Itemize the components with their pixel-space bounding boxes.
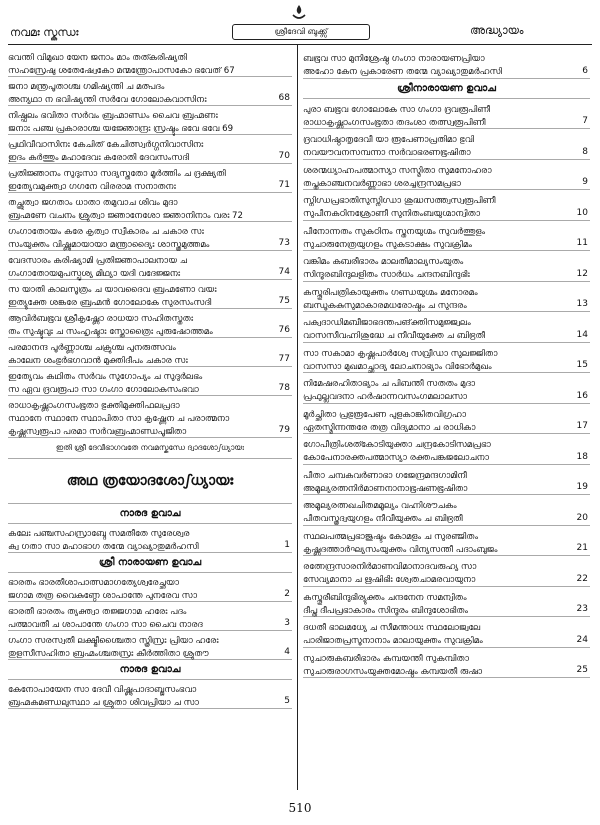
- verse-line: നിഷ്ഫലം ഭവിതാ സർവം ബ്രഹ്മാണ്ഡം ചൈവ ബ്രഹ്മണഃ: [8, 111, 218, 121]
- verse-number: 71: [278, 180, 290, 190]
- verse-line: കോപേനാരക്തപത്മാസ്യാ രക്തപങ്കജലോചനാ: [303, 453, 489, 463]
- verse: [303, 434, 590, 465]
- verse-number: 6: [582, 65, 588, 76]
- verse-line: പുരാ ബഭൂവ ഗോലോകേ സാ ഗംഗാ ദ്രവരൂപിണീ: [303, 104, 491, 115]
- speaker-heading: ശ്രീ നാരായണ ഉവാച: [8, 553, 292, 573]
- verse-line: ബ്രഹ്മണേ വചനം ശ്രുത്വാ ജ്ഞാനേശോ ജ്ഞാനിനാം വരഃ 72: [8, 211, 243, 221]
- verse-number: 73: [278, 238, 290, 248]
- verse: [8, 135, 292, 164]
- verse: [303, 495, 590, 526]
- verse-line: സ്നിഗ്ധപ്രഭാതിസുസ്നിഗ്ധാ ശുദ്ധസത്ത്വസ്വരൂപിണീ: [303, 196, 496, 206]
- verse: [8, 602, 292, 631]
- verse-line: ഭവന്തി വിമുഖാ യേന ജനാം മാം തത്കരിഷ്യതി: [8, 53, 187, 63]
- verse-line: കൃഷ്ണദത്താർഘ്യസംയുക്തം വിന്യസന്തീ പദാംബുജം: [303, 544, 498, 555]
- verse-line: തുളസീസഹിതാ ബ്രഹ്മംശ്ചതസ്രഃ കീർത്തിതാ ശ്രുതൗ: [8, 649, 209, 659]
- verse-line: അന്യഥാ ന ഭവിഷ്യന്തി സർവേ ഗോലോകവാസിനഃ: [8, 95, 207, 105]
- verse: [8, 222, 292, 251]
- verse-number: 20: [576, 512, 588, 523]
- verse-line: പീതവസ്ത്രദ്വയുഗളം നീവീയുക്തം ച ബിഭ്രതീ: [303, 514, 463, 524]
- verse-number: 18: [576, 451, 588, 462]
- verse-line: പാരിജാതപ്രസൂനാനാം മാലായുക്തം സുവക്രിമം: [303, 636, 483, 646]
- verse-number: 74: [278, 267, 290, 277]
- verse-number: 70: [278, 151, 290, 161]
- verse: [303, 48, 590, 79]
- verse-line: സ്ഥാനേ സ്ഥാനേ സ്ഥാപിതാ സാ കൃഷ്ണേന ച പരാത്മനാ: [8, 414, 230, 424]
- right-column: [303, 48, 590, 678]
- verse-number: 12: [576, 268, 588, 279]
- chapter-colophon: ഇതി ശ്രീ ദേവീഭാഗവതേ നവമസ്കന്ധേ ദ്വാദശോഽധ്യായഃ: [8, 438, 292, 459]
- verse: [8, 573, 292, 602]
- verse-line: സുചാരുരാഗസംയുക്തമോഷ്ഠം കമ്പയതീ രുഷാ: [303, 666, 483, 677]
- verse-line: ജനാഃ പഞ്ച പ്രകാരാശ്ച യജ്ഞോന്ദ്രഃ സ്രഷ്ടും ഭവേ ഭവേ 69: [8, 124, 234, 134]
- verse-line: അഹോ കേന പ്രകാരേണ തന്മേ വ്യാഖ്യാതുമർഹസി: [303, 67, 502, 77]
- left-column: [8, 48, 292, 709]
- verse: [8, 280, 292, 309]
- verse-line: ഗോപീത്രിംശത്കോടിയുക്താ ചന്ദ്രകോടിസമപ്രഭാ: [303, 440, 491, 450]
- verse-line: സുപീനകഠിനശ്രോണീ സുനിതംബയുഗ്മാന്വിതാ: [303, 209, 481, 219]
- verse-line: ഗംഗാതോയമുപസ്പൃശ്യ മിഥ്യാ യദി വദേജ്ജനഃ: [8, 269, 181, 279]
- speaker-heading: നാരദ ഉവാച: [8, 660, 292, 680]
- verse-number: 13: [576, 299, 588, 309]
- verse-line: ദീപ്ത ദീപപ്രഭാകാരം സിന്ദൂരം ബിന്ദുശോഭിതം: [303, 605, 468, 616]
- verse-number: 19: [576, 482, 588, 492]
- verse: [8, 631, 292, 660]
- verse-line: പത്മാവതീ ച ശാപാന്തേ ഗംഗാ സാ ചൈവ നാരദ: [8, 620, 203, 630]
- verse-line: നവയൗവനസമ്പന്നാ സർവാഭരണഭൂഷിതാ: [303, 148, 471, 158]
- verse: [8, 396, 292, 438]
- verse-line: ഗംഗാതോയം കരേ കൃത്വാ സ്വീകാരം ച ചകാര സഃ: [8, 227, 204, 237]
- verse-number: 22: [576, 573, 588, 584]
- verse-number: 7: [582, 116, 588, 126]
- verse: [303, 526, 590, 557]
- verse-line: രാധാകൃഷ്ണാംഗസംഭൂതാ ഭുക്തിമുക്തിഫലപ്രദാ: [8, 401, 180, 411]
- verse-line: സ യാതി കാലസൂത്രം ച യാവദൈവ ബ്രഹ്മണോ വയഃ: [8, 285, 217, 295]
- verse-line: ഭാരതീ ഭാരതം ത്യക്ത്വാ തജ്ജഗാമ ഹരേഃ പദം: [8, 607, 187, 617]
- verse: [303, 648, 590, 679]
- verse-number: 24: [576, 634, 588, 645]
- verse-line: ബഭൂവ സാ മുനിശ്രേഷ്ഠ ഗംഗാ നാരായണപ്രിയാ: [303, 54, 485, 64]
- verse: [303, 617, 590, 648]
- verse-line: ജനാ മന്ത്രപൂതാശ്ച ഗമിഷ്യന്തി ച മത്പദം: [8, 82, 165, 92]
- verse-number: 68: [278, 93, 290, 103]
- verse-line: പ്രഫുല്ലവദനാ ഹർഷാന്നവസംഗമലാലസാ: [303, 392, 468, 402]
- verse-line: അമൂല്യരത്നനിർമാണനാനാഭൂഷണഭൂഷിതാ: [303, 483, 468, 494]
- verse-number: 76: [278, 325, 290, 335]
- verse-line: ഇത്യുക്തേ ശങ്കരേ ബ്രഹ്മൻ ഗോലോകേ സുരസംസദി: [8, 298, 212, 308]
- verse-number: 78: [278, 383, 290, 393]
- verse-line: തച്ഛ്രുത്വാ ജഗതാം ധാതാ തമുവാച ശിവം മുദാ: [8, 198, 178, 208]
- verse-line: ക്വ ഗതാ സാ മഹാഭാഗ തന്മേ വ്യാഖ്യാതുമർഹസി: [8, 542, 199, 552]
- verse-line: ആവിർബഭൂവ ശ്രീകൃഷ്ണോ രാധയാ സഹിതസ്തതഃ: [8, 314, 194, 324]
- verse: [8, 193, 292, 222]
- verse-line: വാസസീവഹ്നിശുദ്ധേ ച നീവീയുക്തേ ച ബിഭ്രതീ: [303, 331, 486, 341]
- verse-line: ബ്രഹ്മകമണ്ഡലുസ്ഥാ ച ശ്രുതാ ശിവപ്രിയാ ച സാ: [8, 698, 199, 708]
- verse-line: സംയുക്തം വിഷ്ണുമായായാ മന്ത്രാദ്യൈഃ ശാസ്ത്രമുത്തമം: [8, 240, 210, 250]
- verse-line: സേവ്യമാനാ ച ഋഷിഭിഃ ശ്വേതചാമരവായുനാ: [303, 575, 476, 585]
- lamp-logo-icon: [291, 4, 307, 22]
- verse-number: 9: [582, 177, 588, 187]
- page-number: 510: [288, 801, 312, 815]
- verse: [8, 251, 292, 280]
- verse: [303, 160, 590, 191]
- verse-line: ഭാരതം ഭാരതീശാപാത്സമാഗത്യേശ്വരേച്ഛയാ: [8, 578, 179, 588]
- verse-line: രത്നേന്ദ്രസാരനിർമാണവിമാനാദവരുഹ്യ സാ: [303, 562, 477, 572]
- verse-line: ജഗാമ തത്ര വൈകുണ്ഠേ ശാപാന്തേ പുനരേവ സാ: [8, 591, 198, 601]
- verse: [303, 373, 590, 404]
- column-divider: [297, 45, 298, 790]
- verse-number: 3: [284, 618, 290, 628]
- verse-number: 21: [576, 543, 588, 553]
- header-section-title: നവമഃ സ്കന്ധഃ: [10, 26, 79, 39]
- verse: [8, 338, 292, 367]
- verse-line: പീതാ ചമ്പകവർണാഭാ ഗജേന്ദ്രമന്ദഗാമിനീ: [303, 470, 467, 481]
- verse: [303, 99, 590, 130]
- verse: [303, 404, 590, 435]
- verse-line: സാ സകാമാ കൃഷ്ണപാർശ്വേ സവ്രീഡാ സുലജ്ജിതാ: [303, 348, 498, 359]
- verse-line: ശരന്മധ്യാഹ്നപത്മാസ്യാ സസ്മിതാ സുമനോഹരാ: [303, 165, 492, 176]
- verse-line: പ്രതിജ്ഞാനം സുദുഃസാ സദ്യസ്തതോ മൂർത്തിം ച ദ്രക്ഷ്യതി: [8, 169, 226, 179]
- verse-line: കസ്തൂരിപത്രികായുക്തം ഗണ്ഡയുഗ്മം മനോരമം: [303, 287, 478, 298]
- verse: [303, 282, 590, 313]
- verse-line: പരമാനന്ദ പൂർണ്ണാശ്ച ചക്രുശ്ച പുനരുത്സവം: [8, 343, 176, 353]
- verse-line: ബന്ധൂകകുസുമാകാരമധരോഷ്ഠം ച സുന്ദരം: [303, 300, 467, 311]
- verse-number: 23: [576, 604, 588, 614]
- speaker-heading: ശ്രീനാരായണ ഉവാച: [303, 79, 590, 99]
- verse-line: മൂർച്ഛിതാ പ്രഭുരൂപേണ പുളകാങ്കിതവിഗ്രഹാ: [303, 409, 467, 420]
- verse-line: രാധാകൃഷ്ണാംഗസംഭൂതാ തദംശാ തത്സ്വരൂപിണീ: [303, 117, 486, 128]
- verse-number: 4: [284, 647, 290, 657]
- verse: [303, 343, 590, 374]
- verse-number: 11: [576, 238, 588, 248]
- verse: [303, 465, 590, 496]
- verse-line: നിമേഷരഹിതാഭ്യാം ച പിബന്തീ സതതം മുദാ: [303, 379, 476, 389]
- verse-line: പക്വദാഡിമബീജാഭദന്തപങ്‌ക്തിസമുജ്ജ്വലം: [303, 318, 471, 328]
- verse-line: കൃഷ്ണസ്വരൂപാ പരമാ സർവബ്രഹ്മാണ്ഡപൂജിതാ: [8, 427, 187, 437]
- verse: [8, 309, 292, 338]
- header-chapter-label: അദ്ധ്യായം: [470, 24, 524, 37]
- verse-line: കസ്തൂരീബിന്ദുഭിര്യുക്തം ചന്ദനേന സമന്വിതം: [303, 592, 467, 603]
- verse: [8, 367, 292, 396]
- verse-line: തപ്തകാഞ്ചനവർണ്ണാഭാ ശരച്ചന്ദ്രസമപ്രഭാ: [303, 178, 461, 189]
- speaker-heading: നാരദ ഉവാച: [8, 504, 292, 524]
- verse-number: 75: [278, 296, 290, 306]
- verse: [8, 680, 292, 709]
- publisher-badge: ശ്രീദേവി ബുക്ക്സ്: [232, 24, 370, 40]
- verse-line: കേനോപായേന സാ ദേവീ വിഷ്ണുപാദാബ്ജസംഭവാ: [8, 685, 197, 695]
- verse-number: 10: [576, 207, 588, 218]
- verse-number: 16: [576, 390, 588, 401]
- verse: [8, 106, 292, 135]
- verse-line: പ്രഥിവീവാസിനഃ കേചിത് കേചിത്സ്വർഗ്ഗനിവാസിനഃ: [8, 140, 204, 150]
- verse: [8, 48, 292, 77]
- verse-line: വാസസാ മുഖമാച്ഛാദ്യ ലോചനാഭ്യാം വിഭോർമുഖം: [303, 361, 492, 372]
- verse: [303, 556, 590, 587]
- verse: [303, 312, 590, 343]
- verse-line: കാലേന ശംഭുർഭഗവാൻ മുക്തിദീപം ചകാര സഃ: [8, 356, 188, 366]
- verse-line: ഇത്യേവമുക്ത്വാ ഗഗനേ വിരരാമ സനാതനഃ: [8, 182, 176, 192]
- verse-line: പീനോന്നതം സുകഠിനം സ്തനയുഗ്മം സുവർത്തുളം: [303, 226, 486, 237]
- header-rule: [8, 44, 592, 45]
- verse-number: 14: [576, 329, 588, 340]
- verse-line: സുചാരുനേത്രയുഗളം സുകടാക്ഷം സുവക്രിമം: [303, 239, 472, 250]
- verse-number: 5: [284, 696, 290, 706]
- verse-line: വങ്കിമം കബരീഭാരം മാലതീമാല്യസംയുതം: [303, 257, 464, 267]
- verse-number: 1: [284, 540, 290, 550]
- verse-line: വേദസാരം കരിഷ്യാമി പ്രതിജ്ഞാപാലനായ ച: [8, 256, 188, 266]
- verse-line: സിന്ദൂരബിന്ദുലളിതം സാർധം ചന്ദനബിന്ദുഭിഃ: [303, 270, 470, 280]
- verse-number: 77: [278, 354, 290, 364]
- verse-line: സഹസ്രേഷു ശതേഷ്വേകോ മന്മന്ത്രോപാസകോ ഭവേത് 67: [8, 66, 235, 76]
- verse-line: കലേഃ പഞ്ചസഹസ്രാബ്ദേ സമതീതേ സുരേശ്വര: [8, 529, 190, 539]
- verse: [303, 587, 590, 618]
- verse: [303, 251, 590, 282]
- verse-line: സ്ഥലപത്മപ്രഭാജുഷ്ടം കോമളം ച സുരഞ്ജിതം: [303, 531, 479, 542]
- verse-line: അമൂല്യരത്നഖചിതമമൂല്യം വഹ്നിശൗചകം: [303, 501, 457, 511]
- verse: [303, 190, 590, 221]
- verse-number: 2: [284, 589, 290, 599]
- verse-number: 79: [278, 425, 290, 435]
- verse-line: ഇദം കർത്തും മഹാദേവഃ കരോതി ദേവസംസദി: [8, 153, 189, 163]
- verse-line: സുചാരുകബരീഭാരം കമ്പയന്തീ സുകമ്പിതാ: [303, 653, 469, 664]
- verse: [303, 129, 590, 160]
- verse: [8, 77, 292, 106]
- verse-line: ഇത്യേവം കഥിതം സർവം സുഗോപ്യം ച സുദുർലഭം: [8, 372, 203, 382]
- verse-line: ഏതസ്മിന്നന്തരേ തത്ര വിദ്യമാനാ ച രാധികാ: [303, 422, 476, 433]
- chapter-title: അഥ ത്രയോദശോഽധ്യായഃ: [8, 459, 292, 504]
- verse: [8, 164, 292, 193]
- verse-number: 17: [576, 421, 588, 431]
- verse-number: 15: [576, 360, 588, 370]
- verse: [303, 221, 590, 252]
- verse-number: 25: [576, 665, 588, 675]
- verse-line: തം സുഷ്ടുവുഃ ച സംഹൃഷ്ടാഃ സ്തോത്രൈഃ പുരുഷോത്തമം: [8, 327, 213, 337]
- verse-line: ദധതീ ഭാലമധ്യേ ച സീമന്താധഃ സ്ഥലോജ്വലേ: [303, 623, 481, 633]
- verse-number: 8: [582, 146, 588, 157]
- verse-line: സ ഏവ ദ്രവരൂപാ സാ ഗംഗാ ഗോലോകസംഭവാ: [8, 385, 199, 395]
- verse-line: ദ്രവാധിഷ്ഠാതൃദേവീ യാ രൂപേണാപ്രതിമാ ഭുവി: [303, 135, 475, 145]
- verse-line: ഗംഗാ സരസ്വതീ ലക്ഷ്മീശ്ചൈതാ സ്ത്രിസ്രഃ പ്രിയാ ഹരേഃ: [8, 636, 219, 646]
- verse: [8, 524, 292, 553]
- page-header: [0, 0, 600, 46]
